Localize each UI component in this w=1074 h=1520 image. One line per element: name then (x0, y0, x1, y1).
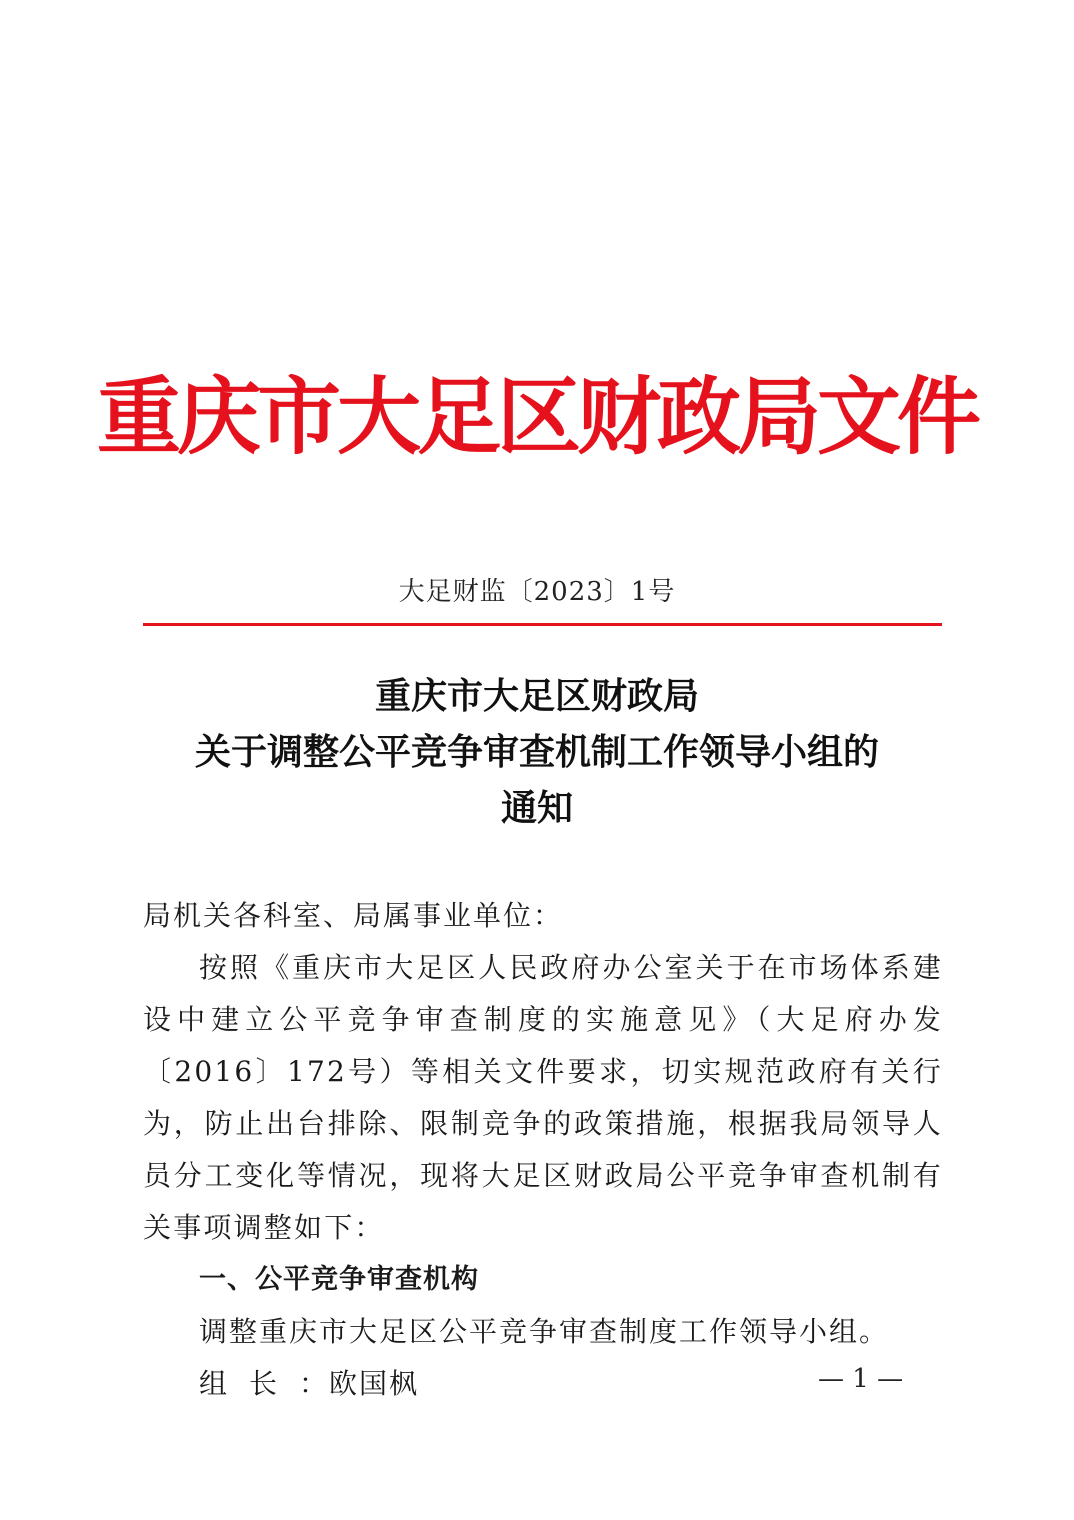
title-line-3: 通知 (500, 787, 573, 829)
leader-name: 欧国枫 (329, 1367, 420, 1400)
addressee: 局机关各科室、局属事业单位： (143, 899, 564, 932)
document-title (100, 668, 974, 836)
document-number: 大足财监〔2023〕1号 (398, 577, 676, 607)
red-separator-line (143, 623, 942, 626)
leader-separator: ： (299, 1367, 330, 1400)
section-heading-1: 一、公平竞争审查机构 (199, 1264, 479, 1295)
page-number: — 1 — (818, 1364, 904, 1394)
document-masthead: 重庆市大足区财政局文件 (96, 367, 977, 466)
title-line-1: 重庆市大足区财政局 (374, 675, 699, 717)
document-body (143, 890, 943, 1410)
leader-label: 组长 (199, 1367, 300, 1400)
section-1-text: 调整重庆市大足区公平竞争审查制度工作领导小组。 (199, 1315, 890, 1348)
body-paragraph-1: 按照《重庆市大足区人民政府办公室关于在市场体系建设中建立公平竞争审查制度的实施意见》（大足府办发〔2016〕172号）等相关文件要求，切实规范政府有关行为，防止出台排除、限制竞争的政策措施，根据我局领导人员分工变化等情况，现将大足区财政局公平竞争审查机制有关事项调整如下： (143, 951, 943, 1244)
title-line-2: 关于调整公平竞争审查机制工作领导小组的 (194, 731, 879, 773)
